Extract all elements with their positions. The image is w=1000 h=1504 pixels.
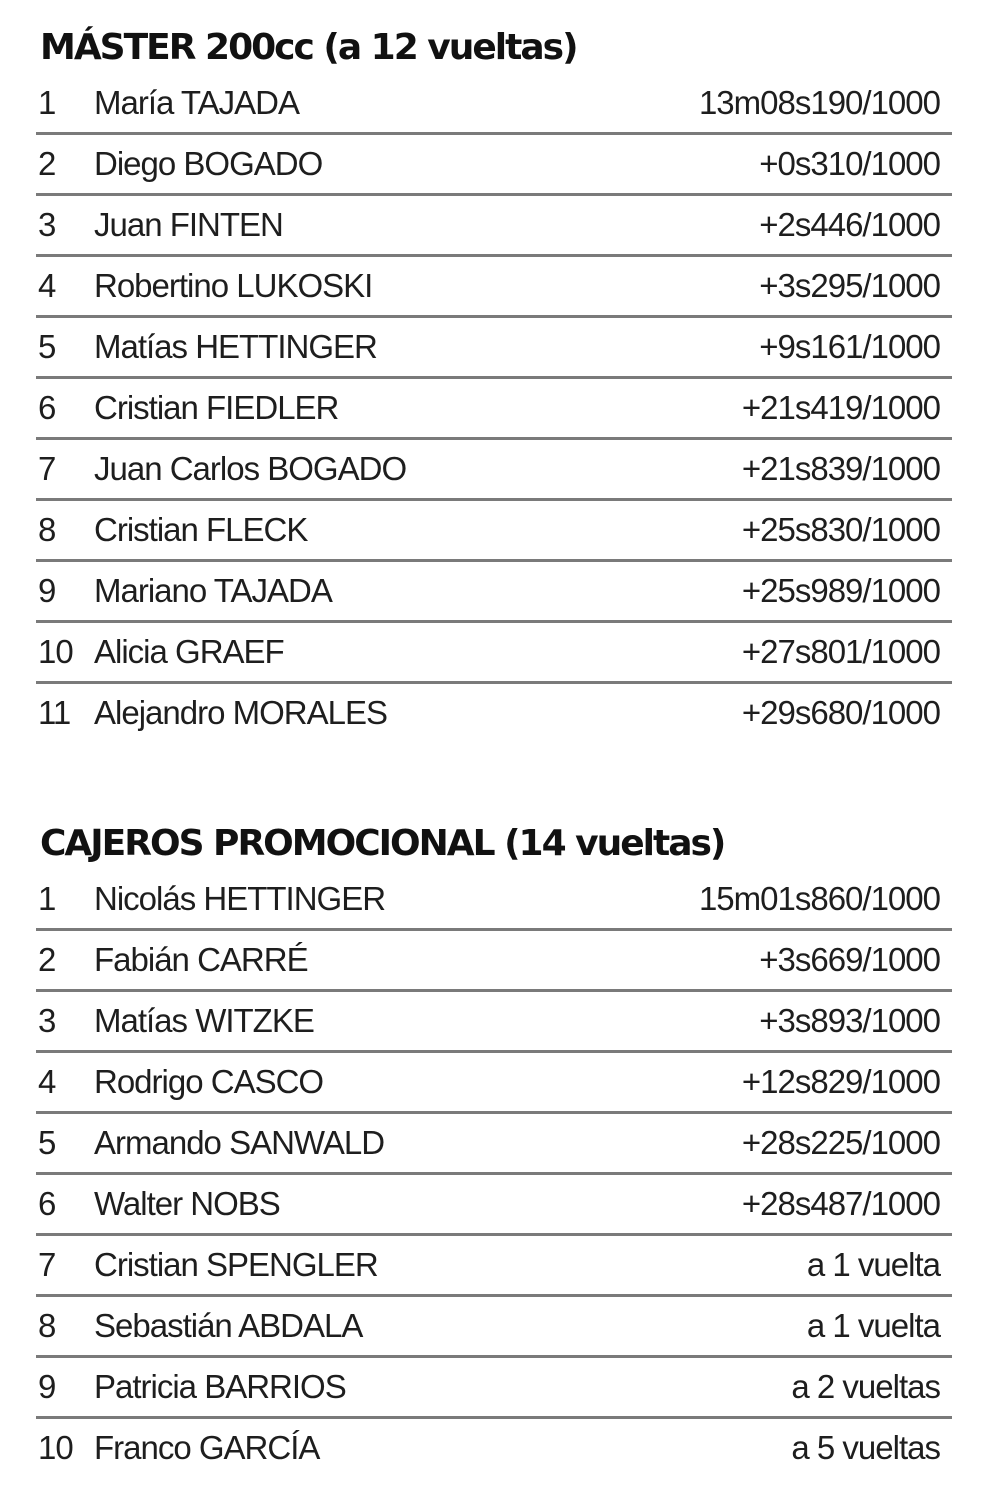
position: 3 xyxy=(38,206,56,243)
race-time: a 1 vuelta xyxy=(806,1246,940,1283)
results-section-master xyxy=(36,22,952,742)
driver-name: Walter NOBS xyxy=(94,1185,280,1222)
driver-name: María TAJADA xyxy=(94,84,299,121)
driver-name: Nicolás HETTINGER xyxy=(94,880,386,917)
position: 7 xyxy=(38,450,56,487)
race-time: +21s839/1000 xyxy=(741,450,940,487)
driver-name: Juan FINTEN xyxy=(94,206,283,243)
result-row xyxy=(36,196,952,257)
position: 2 xyxy=(38,145,56,182)
result-row xyxy=(36,1419,952,1477)
driver-name: Mariano TAJADA xyxy=(94,572,332,609)
position: 5 xyxy=(38,1124,56,1161)
race-time: +3s295/1000 xyxy=(759,267,940,304)
race-time: a 2 vueltas xyxy=(791,1368,940,1405)
driver-name: Cristian FIEDLER xyxy=(94,389,339,426)
driver-name: Robertino LUKOSKI xyxy=(94,267,373,304)
race-time: +25s830/1000 xyxy=(741,511,940,548)
race-time: +29s680/1000 xyxy=(741,694,940,731)
position: 8 xyxy=(38,1307,56,1344)
position: 1 xyxy=(38,84,56,121)
result-row xyxy=(36,1358,952,1419)
result-row xyxy=(36,992,952,1053)
position: 4 xyxy=(38,267,56,304)
race-time: a 5 vueltas xyxy=(791,1429,940,1466)
driver-name: Alicia GRAEF xyxy=(94,633,284,670)
position: 10 xyxy=(38,1429,73,1466)
result-row xyxy=(36,562,952,623)
results-list-cajeros xyxy=(36,870,952,1477)
result-row xyxy=(36,135,952,196)
race-time: +28s225/1000 xyxy=(741,1124,940,1161)
results-list-master xyxy=(36,74,952,742)
driver-name: Patricia BARRIOS xyxy=(94,1368,346,1405)
result-row xyxy=(36,257,952,318)
position: 10 xyxy=(38,633,73,670)
driver-name: Diego BOGADO xyxy=(94,145,323,182)
result-row xyxy=(36,1114,952,1175)
position: 6 xyxy=(38,1185,56,1222)
race-time: 13m08s190/1000 xyxy=(698,84,940,121)
race-time: a 1 vuelta xyxy=(806,1307,940,1344)
driver-name: Alejandro MORALES xyxy=(94,694,387,731)
position: 8 xyxy=(38,511,56,548)
driver-name: Cristian SPENGLER xyxy=(94,1246,378,1283)
section-title-cajeros: CAJEROS PROMOCIONAL (14 vueltas) xyxy=(40,823,725,864)
race-time: +28s487/1000 xyxy=(741,1185,940,1222)
result-row xyxy=(36,379,952,440)
section-title-master: MÁSTER 200cc (a 12 vueltas) xyxy=(40,27,577,68)
race-time: 15m01s860/1000 xyxy=(698,880,940,917)
result-row xyxy=(36,684,952,742)
position: 9 xyxy=(38,1368,56,1405)
result-row xyxy=(36,440,952,501)
result-row xyxy=(36,1175,952,1236)
result-row xyxy=(36,931,952,992)
race-time: +25s989/1000 xyxy=(741,572,940,609)
race-time: +9s161/1000 xyxy=(759,328,940,365)
driver-name: Fabián CARRÉ xyxy=(94,941,308,978)
driver-name: Sebastián ABDALA xyxy=(94,1307,363,1344)
position: 4 xyxy=(38,1063,56,1100)
position: 2 xyxy=(38,941,56,978)
position: 3 xyxy=(38,1002,56,1039)
result-row xyxy=(36,74,952,135)
race-time: +12s829/1000 xyxy=(741,1063,940,1100)
driver-name: Franco GARCÍA xyxy=(94,1429,320,1466)
position: 9 xyxy=(38,572,56,609)
result-row xyxy=(36,623,952,684)
position: 6 xyxy=(38,389,56,426)
race-time: +3s669/1000 xyxy=(759,941,940,978)
result-row xyxy=(36,1053,952,1114)
result-row xyxy=(36,318,952,379)
driver-name: Armando SANWALD xyxy=(94,1124,385,1161)
driver-name: Rodrigo CASCO xyxy=(94,1063,324,1100)
driver-name: Cristian FLECK xyxy=(94,511,308,548)
result-row xyxy=(36,870,952,931)
race-time: +3s893/1000 xyxy=(759,1002,940,1039)
position: 7 xyxy=(38,1246,56,1283)
position: 11 xyxy=(38,694,71,731)
position: 1 xyxy=(38,880,56,917)
driver-name: Matías WITZKE xyxy=(94,1002,314,1039)
result-row xyxy=(36,1236,952,1297)
driver-name: Matías HETTINGER xyxy=(94,328,377,365)
driver-name: Juan Carlos BOGADO xyxy=(94,450,407,487)
result-row xyxy=(36,1297,952,1358)
race-time: +21s419/1000 xyxy=(741,389,940,426)
results-section-cajeros xyxy=(36,818,952,1477)
race-time: +2s446/1000 xyxy=(759,206,940,243)
position: 5 xyxy=(38,328,56,365)
result-row xyxy=(36,501,952,562)
race-time: +27s801/1000 xyxy=(741,633,940,670)
race-time: +0s310/1000 xyxy=(759,145,940,182)
